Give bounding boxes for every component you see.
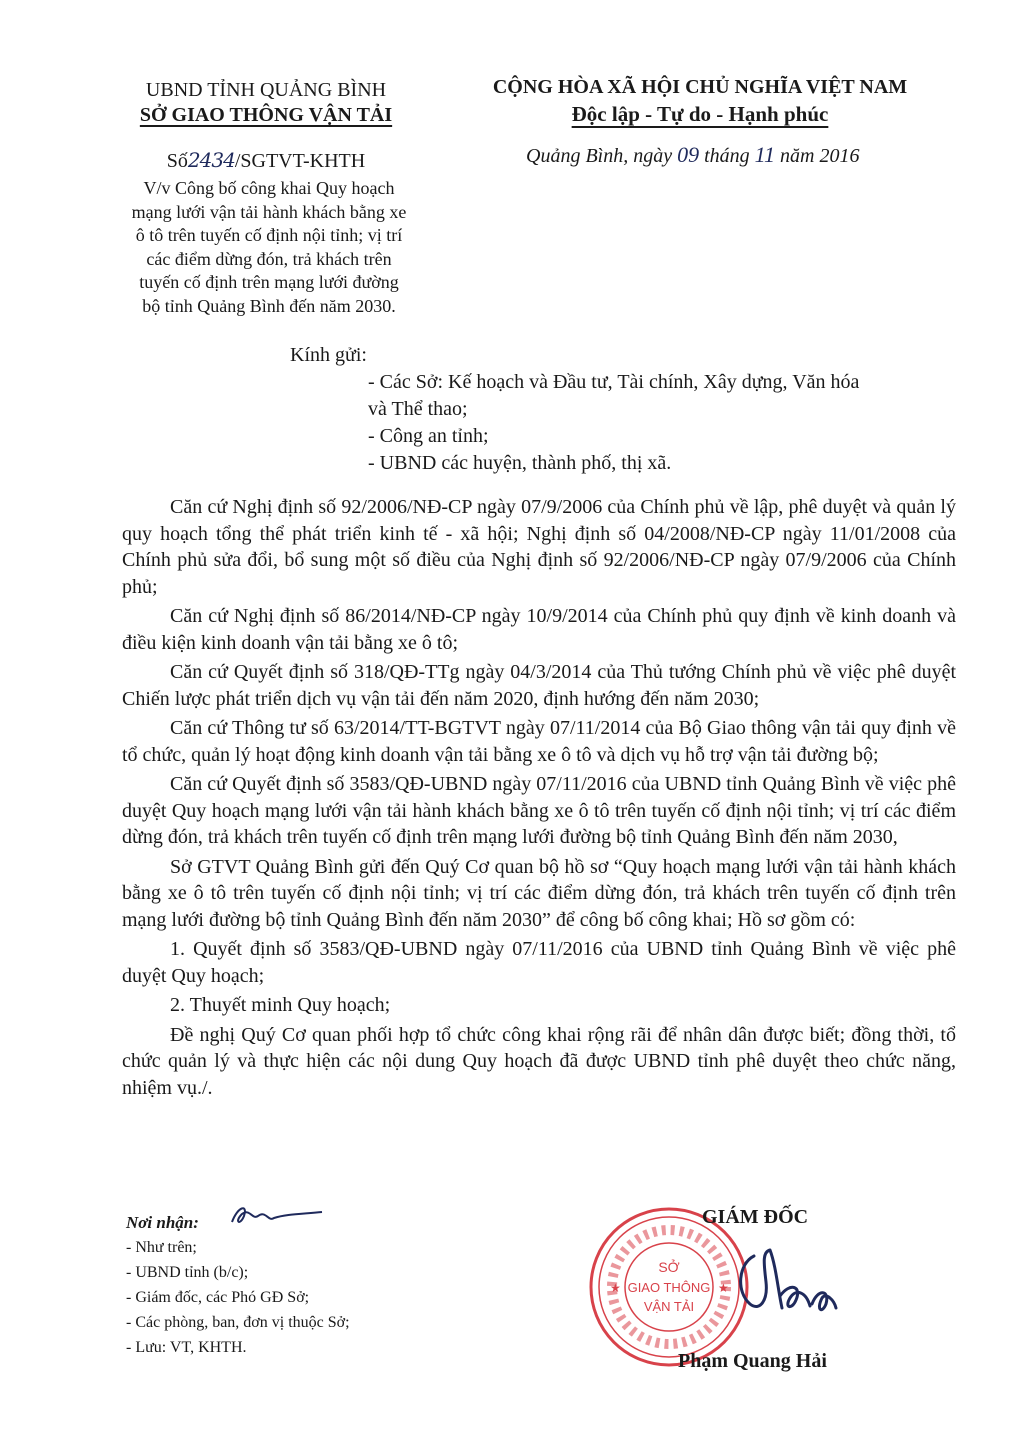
date-year: năm 2016 [780,145,860,167]
receivers-title: Nơi nhận: [126,1213,199,1232]
svg-text:★: ★ [610,1281,621,1295]
doc-number-prefix: Số [166,150,188,172]
subject-line: bộ tỉnh Quảng Bình đến năm 2030. [142,295,396,316]
signer-title: GIÁM ĐỐC [702,1206,809,1228]
body-paragraph: Căn cứ Thông tư số 63/2014/TT-BGTVT ngày 07/11/2014 của Bộ Giao thông vận tải quy định về tổ chức, quản lý hoạt động kinh doanh vận tải bằng xe ô tô và dịch vụ hỗ trợ vận tải đường bộ; [122,717,956,766]
body-paragraph: Căn cứ Nghị định số 86/2014/NĐ-CP ngày 10/9/2014 của Chính phủ quy định về kinh doanh và điều kiện kinh doanh vận tải bằng xe ô tô; [122,605,956,654]
recipients-label: Kính gửi: [290,344,367,366]
body-paragraph: Sở GTVT Quảng Bình gửi đến Quý Cơ quan bộ hồ sơ “Quy hoạch mạng lưới vận tải hành khách bằng xe ô tô trên tuyến cố định nội tỉnh; vị trí các điểm dừng đón, trả khách trên tuyến cố định trên mạng lưới đường bộ tỉnh Quảng Bình đến năm 2030” để công bố công khai; Hồ sơ gồm có: [122,855,956,931]
nation-motto: Độc lập - Tự do - Hạnh phúc [571,102,829,126]
recipient-item: - UBND các huyện, thành phố, thị xã. [368,452,672,474]
nation-name: CỘNG HÒA XÃ HỘI CHỦ NGHĨA VIỆT NAM [492,76,908,98]
subject-line: ô tô trên tuyến cố định nội tỉnh; vị trí [135,225,403,245]
svg-text:SỞ: SỞ [658,1259,680,1275]
agency-parent: UBND TỈNH QUẢNG BÌNH [145,79,387,101]
body-paragraph: Căn cứ Quyết định số 318/QĐ-TTg ngày 04/3/2014 của Thủ tướng Chính phủ về việc phê duyệt Chiến lược phát triển dịch vụ vận tải đến năm 2020, định hướng đến năm 2030; [122,661,956,710]
initial-signature [226,1200,326,1232]
subject-line: các điểm dừng đón, trả khách trên [146,248,392,269]
doc-number-suffix: /SGTVT-KHTH [234,150,366,172]
svg-text:GIAO THÔNG: GIAO THÔNG [627,1280,711,1295]
svg-text:VẬN TẢI: VẬN TẢI [643,1299,695,1314]
body-paragraph: 2. Thuyết minh Quy hoạch; [170,994,391,1016]
receiver-item: - Như trên; [126,1239,197,1256]
body-paragraph: 1. Quyết định số 3583/QĐ-UBND ngày 07/11/2016 của UBND tỉnh Quảng Bình về việc phê duyệt Quy hoạch; [122,938,956,987]
recipient-item: - Các Sở: Kế hoạch và Đầu tư, Tài chính, Xây dựng, Văn hóa [368,371,860,393]
body-paragraph: Căn cứ Nghị định số 92/2006/NĐ-CP ngày 07/9/2006 của Chính phủ về lập, phê duyệt và quản lý quy hoạch tổng thể phát triển kinh tế - xã hội; Nghị định số 04/2008/NĐ-CP ngày 11/01/2008 của Chính phủ sửa đổi, bổ sung một số điều của Nghị định số 92/2006/NĐ-CP ngày 07/9/2006 của Chính phủ; [122,496,956,598]
subject-line: mạng lưới vận tải hành khách bằng xe [131,201,407,222]
recipient-item-continuation: và Thể thao; [368,398,468,420]
director-signature [730,1242,840,1322]
issuing-agency-header [96,78,436,128]
date-month-label: tháng [704,145,750,167]
date-line [526,142,946,169]
recipient-item: - Công an tỉnh; [368,425,489,447]
recipients-block [290,342,970,477]
receiver-item: - Lưu: VT, KHTH. [126,1339,247,1356]
date-prefix: Quảng Bình, ngày [526,145,673,167]
receiver-item: - UBND tỉnh (b/c); [126,1264,249,1281]
document-number [96,148,436,173]
signer-name: Phạm Quang Hải [678,1350,827,1372]
receiver-item: - Giám đốc, các Phó GĐ Sở; [126,1289,310,1306]
subject-line: V/v Công bố công khai Quy hoạch [143,178,395,198]
body-paragraph: Đề nghị Quý Cơ quan phối hợp tổ chức công khai rộng rãi để nhân dân được biết; đồng thời, tổ chức quản lý và thực hiện các nội dung Quy hoạch đã được UBND tỉnh phê duyệt theo chức năng, nhiệm vụ./. [122,1023,956,1099]
receivers-block [126,1210,486,1360]
letter-body [122,494,956,1104]
date-month: 11 [754,142,776,167]
subject-block [96,177,442,318]
handwritten-number: 2434 [187,148,235,172]
body-paragraph: Căn cứ Quyết định số 3583/QĐ-UBND ngày 07/11/2016 của UBND tỉnh Quảng Bình về việc phê duyệt Quy hoạch mạng lưới vận tải hành khách bằng xe ô tô trên tuyến cố định nội tỉnh; vị trí các điểm dừng đón, trả khách trên tuyến cố định trên mạng lưới đường bộ tỉnh Quảng Bình đến năm 2030, [122,773,956,848]
subject-line: tuyến cố định trên mạng lưới đường [139,272,399,292]
receiver-item: - Các phòng, ban, đơn vị thuộc Sở; [126,1314,350,1331]
agency-name: SỞ GIAO THÔNG VẬN TẢI [139,104,393,126]
svg-text:★: ★ [718,1281,729,1295]
national-header [440,74,960,128]
date-day: 09 [677,142,700,167]
